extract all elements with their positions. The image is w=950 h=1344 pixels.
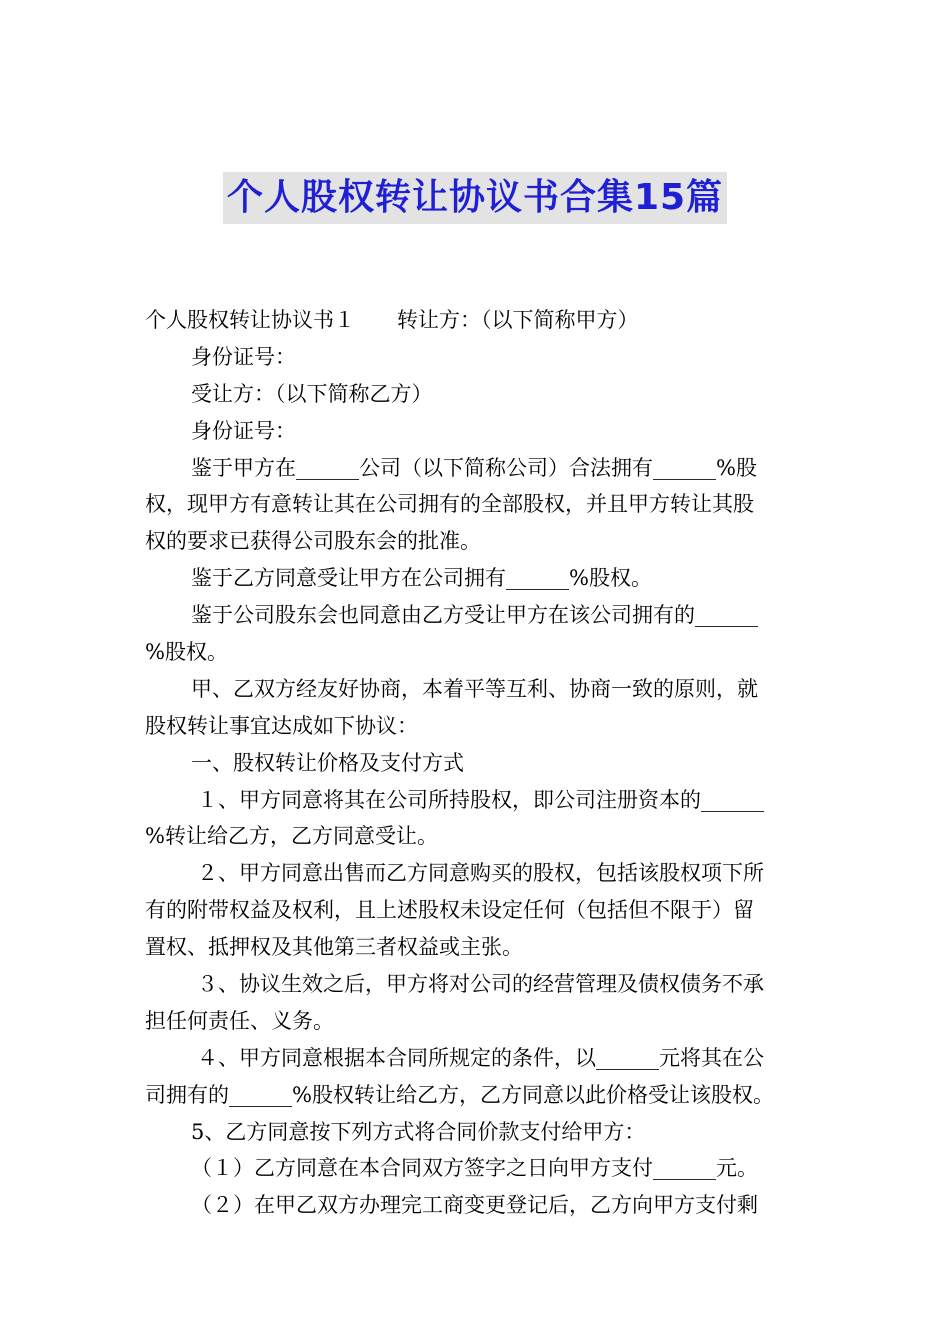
paragraph-line: ２、甲方同意出售而乙方同意购买的股权，包括该股权项下所	[197, 861, 764, 886]
paragraph-line: （２）在甲乙双方办理完工商变更登记后，乙方向甲方支付剩	[191, 1193, 758, 1218]
agreement-heading: 个人股权转让协议书１	[145, 308, 355, 332]
paragraph-line: 置权、抵押权及其他第三者权益或主张。	[145, 935, 523, 960]
paragraph-line: 担任何责任、义务。	[145, 1008, 334, 1033]
paragraph-line: 权，现甲方有意转让其在公司拥有的全部股权，并且甲方转让其股	[145, 492, 754, 517]
paragraph-line: （１）乙方同意在本合同双方签字之日向甲方支付______元。	[191, 1156, 758, 1181]
paragraph-line: 受让方：（以下简称乙方）	[191, 381, 433, 406]
paragraph-line: 身份证号：	[191, 344, 296, 369]
paragraph-line: 鉴于乙方同意受让甲方在公司拥有______%股权。	[191, 566, 652, 591]
paragraph-line-heading	[145, 302, 807, 339]
paragraph-line: %股权。	[145, 640, 228, 665]
paragraph-line: 权的要求已获得公司股东会的批准。	[145, 529, 481, 554]
section-heading: 一、股权转让价格及支付方式	[191, 750, 464, 775]
document-title: 个人股权转让协议书合集15篇	[223, 172, 727, 224]
paragraph-line: 甲、乙双方经友好协商，本着平等互利、协商一致的原则，就	[191, 676, 758, 701]
paragraph-line: １、甲方同意将其在公司所持股权，即公司注册资本的______	[197, 787, 764, 812]
document-body	[145, 302, 807, 1224]
paragraph-line: 鉴于公司股东会也同意由乙方受让甲方在该公司拥有的______	[191, 603, 758, 628]
paragraph-line: 司拥有的______%股权转让给乙方，乙方同意以此价格受让该股权。	[145, 1082, 774, 1107]
paragraph-line: ４、甲方同意根据本合同所规定的条件，以______元将其在公	[197, 1045, 764, 1070]
paragraph-line: %转让给乙方，乙方同意受让。	[145, 824, 438, 849]
paragraph-line: 身份证号：	[191, 418, 296, 443]
transferor-label: 转让方：（以下简称甲方）	[397, 308, 639, 332]
paragraph-line: 鉴于甲方在______公司（以下简称公司）合法拥有______%股	[191, 455, 757, 480]
title-container	[0, 172, 950, 224]
paragraph-line: 股权转让事宜达成如下协议：	[145, 713, 418, 738]
paragraph-line: ３、协议生效之后，甲方将对公司的经营管理及债权债务不承	[197, 972, 764, 997]
paragraph-line: 有的附带权益及权利，且上述股权未设定任何（包括但不限于）留	[145, 898, 754, 923]
paragraph-line: 5、乙方同意按下列方式将合同价款支付给甲方：	[191, 1119, 646, 1144]
